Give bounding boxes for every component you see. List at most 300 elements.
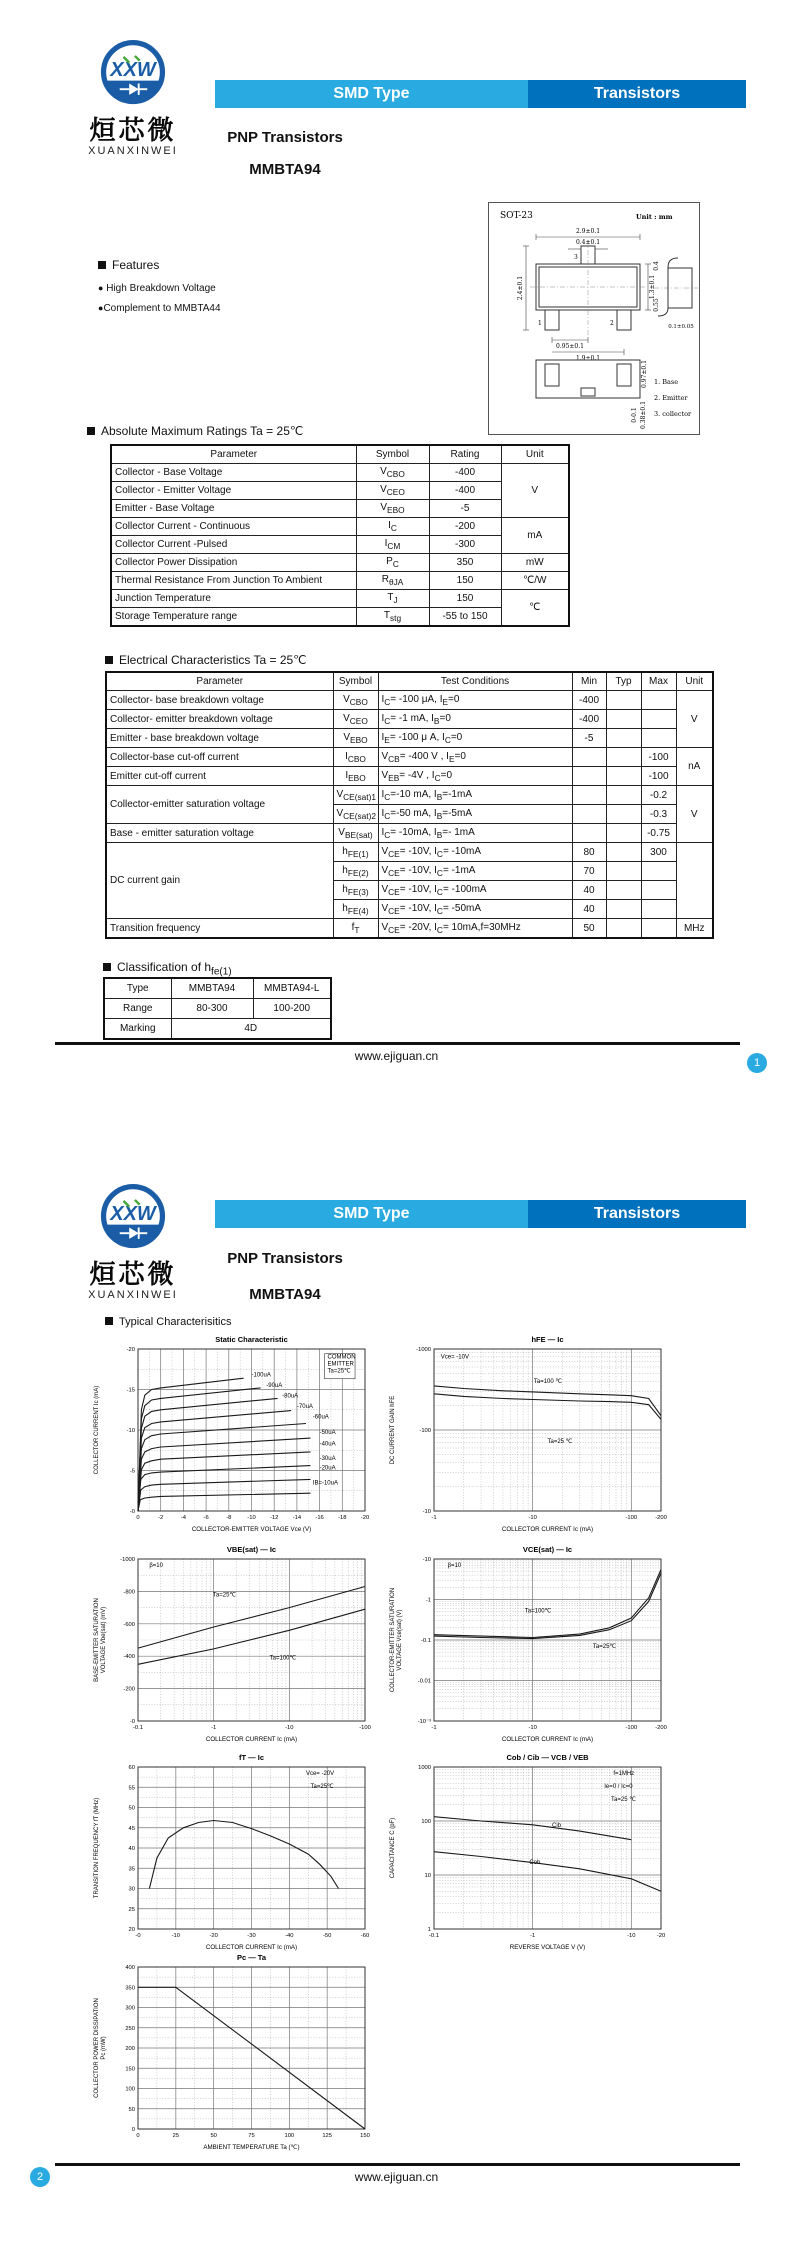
features-heading-text: Features: [112, 258, 160, 272]
td-el: $h_{FE(1)}$: [333, 843, 378, 862]
tick-label: 20: [128, 1927, 135, 1933]
tick-label: -4: [180, 1515, 186, 1521]
text-el: 1: [538, 320, 542, 327]
tick-label: -6: [203, 1515, 209, 1521]
annotation: -100uA: [251, 1372, 271, 1379]
sub-el: C: [434, 772, 441, 783]
text-el: 0.55: [653, 298, 660, 312]
tick-label: -12: [270, 1515, 279, 1521]
tick-label: 50: [128, 2106, 135, 2113]
series-line: [138, 1452, 311, 1511]
td-el: Collector-base cut-off current: [106, 748, 333, 767]
td-el: nA: [676, 748, 713, 786]
tick-label: -200: [123, 1686, 135, 1693]
td-el: Storage Temperature range: [111, 608, 356, 627]
sub-el: fe(1): [211, 966, 232, 978]
sub-el: C: [392, 559, 399, 569]
td-el: $h_{FE(2)}$: [333, 862, 378, 881]
td-el: [676, 843, 713, 919]
tick-label: -10: [528, 1515, 537, 1521]
y-axis-label: TRANSITION FREQUENCY fT (MHz): [94, 1797, 100, 1899]
td-el: $I_{EBO}$: [333, 767, 378, 786]
th-el: Min: [572, 672, 606, 691]
tick-label: -20: [656, 1933, 666, 1939]
td-el: $V_{EB}= -4V$ , $I_C=0$: [378, 767, 572, 786]
annotation: Ta=25 ℃: [547, 1438, 573, 1445]
td-el: Collector - Base Voltage: [111, 464, 356, 482]
ec-heading-text: Electrical Characteristics Ta = 25℃: [119, 653, 307, 667]
package-drawing: [488, 202, 700, 435]
annotation: Ie=0 / Ic=0: [604, 1784, 633, 1791]
tick-label: -10: [247, 1515, 256, 1521]
td-el: [606, 862, 641, 881]
td-el: $I_C=-50$ mA, $I_B=-5mA$: [378, 805, 572, 824]
td-el: 4D: [171, 1019, 331, 1040]
tick-label: 400: [125, 1965, 135, 1971]
sub-el: EB: [388, 772, 400, 783]
doc-title: PNP Transistors: [227, 129, 343, 146]
table-row: [104, 999, 331, 1019]
td-el: $V_{CBO}$: [333, 691, 378, 710]
td-el: Marking: [104, 1019, 171, 1040]
td-el: -400: [429, 482, 501, 500]
tick-label: 1: [427, 1927, 431, 1933]
chart-pc-vs-ta: [92, 1952, 377, 2157]
text-el: XXW: [110, 1202, 156, 1225]
td-el: 70: [572, 862, 606, 881]
tick-label: -10: [126, 1428, 135, 1434]
table-row: [104, 1019, 331, 1040]
series-line: [138, 1493, 311, 1511]
sub-el: E: [442, 696, 449, 707]
sub-el: CE: [388, 905, 400, 916]
tick-label: -100: [625, 1515, 638, 1521]
annotation: Vce= -20V: [305, 1771, 335, 1778]
td-el: $V_{CEO}$: [333, 710, 378, 729]
table-row: [111, 518, 569, 536]
sub-el: CE: [388, 848, 400, 859]
tick-label: 35: [128, 1866, 135, 1873]
sub-el: C: [436, 848, 443, 859]
td-el: V: [676, 691, 713, 748]
annotation: Ta=25℃: [310, 1784, 334, 1791]
chart-title: Cob / Cib — VCB / VEB: [506, 1753, 589, 1762]
td-el: [606, 786, 641, 805]
feature-item: [98, 283, 216, 294]
table-row: [106, 691, 713, 710]
text-el: 0.97±0.1: [641, 360, 648, 388]
sub-el: CB: [388, 753, 400, 764]
tick-label: -600: [123, 1621, 135, 1628]
sub-el: B: [436, 829, 443, 840]
td-el: [572, 786, 606, 805]
table-row: [111, 590, 569, 608]
tick-label: -40: [285, 1933, 294, 1939]
sub-el: CE: [388, 924, 400, 935]
td-el: -400: [429, 464, 501, 482]
text-el: 0.1±0.05: [668, 324, 694, 330]
y-axis-label: DC CURRENT GAIN hFE: [390, 1395, 396, 1465]
annotation: -50uA: [319, 1430, 336, 1437]
td-el: $P_C$: [356, 554, 429, 572]
text-el: 1.3±0.1: [649, 274, 656, 300]
td-el: $I_C= -10mA$, $I_B=-$ 1mA: [378, 824, 572, 843]
table-row: [106, 748, 713, 767]
tick-label: 50: [210, 2133, 217, 2139]
td-el: [572, 824, 606, 843]
annotation: Cob: [529, 1860, 541, 1867]
tick-label: -16: [315, 1515, 324, 1521]
y-axis-label: COLLECTOR-EMITTER SATURATION: [390, 1587, 396, 1693]
ec-heading: [105, 653, 307, 667]
table-row: [111, 608, 569, 627]
tick-label: -0.1: [421, 1638, 431, 1644]
chart-canvas: [388, 1752, 673, 1957]
td-el: Range: [104, 999, 171, 1019]
tick-label: -50: [322, 1933, 332, 1939]
tick-label: 150: [360, 2133, 370, 2139]
annotation: f=1MHz: [613, 1771, 635, 1778]
td-el: [641, 919, 676, 939]
chart-hfe-vs-ic: [388, 1334, 673, 1539]
tbody-el: [104, 978, 331, 1039]
bullet-icon: ●: [98, 303, 104, 313]
features-heading: [98, 258, 159, 272]
th-el: Typ: [606, 672, 641, 691]
table-row: [104, 978, 331, 999]
td-el: [606, 691, 641, 710]
td-el: $I_C$: [356, 518, 429, 536]
td-el: [606, 710, 641, 729]
td-el: MHz: [676, 919, 713, 939]
tick-label: -10: [422, 1509, 431, 1515]
company-logo: [68, 36, 198, 157]
footer-url: www.ejiguan.cn: [354, 1049, 439, 1063]
td-el: 80-300: [171, 999, 253, 1019]
th-el: Max: [641, 672, 676, 691]
sub-el: CM: [387, 541, 401, 551]
tick-label: -400: [123, 1654, 135, 1661]
td-el: -300: [429, 536, 501, 554]
th-el: Symbol: [356, 445, 429, 464]
tick-label: 0: [131, 2127, 135, 2133]
td-el: [641, 862, 676, 881]
td-el: $h_{FE(4)}$: [333, 900, 378, 919]
td-el: $V_{CE}= -10V$, $I_C= -50mA$: [378, 900, 572, 919]
sub-el: FE(1): [347, 848, 369, 859]
td-el: [606, 843, 641, 862]
amr-heading: [87, 424, 303, 438]
td-el: MMBTA94: [171, 978, 253, 999]
sub-el: stg: [389, 613, 402, 623]
tick-label: 60: [128, 1765, 135, 1771]
chart-canvas: [92, 1952, 377, 2157]
td-el: Thermal Resistance From Junction To Ambient: [111, 572, 356, 590]
sub-el: EBO: [387, 505, 405, 515]
section-square-icon: [105, 656, 113, 664]
page-number-badge: 1: [747, 1053, 767, 1073]
tick-label: -8: [226, 1515, 232, 1521]
td-el: mA: [501, 518, 569, 554]
tick-label: 200: [125, 2046, 135, 2052]
chart-canvas: [92, 1752, 377, 1957]
table-row: [106, 710, 713, 729]
td-el: [641, 881, 676, 900]
text-el: 0.38±0.1: [640, 401, 647, 429]
table-row: [106, 843, 713, 862]
tick-label: -0.01: [417, 1678, 431, 1685]
chart-canvas: [388, 1544, 673, 1749]
th-el: Parameter: [111, 445, 356, 464]
td-el: $V_{CE(sat)1}$: [333, 786, 378, 805]
td-el: Transition frequency: [106, 919, 333, 939]
series-line: [138, 1378, 244, 1511]
td-el: $V_{CE}= -10V$, $I_C= -10mA$: [378, 843, 572, 862]
td-el: ℃/W: [501, 572, 569, 590]
y-axis-label: COLLECTOR POWER DISSIPATION: [94, 1998, 100, 2098]
td-el: -0.3: [641, 805, 676, 824]
sub-el: FE(2): [347, 867, 369, 878]
sub-el: T: [354, 924, 360, 935]
table-row: [106, 767, 713, 786]
td-el: [572, 805, 606, 824]
sub-el: CEO: [386, 487, 405, 497]
text-el: 1. Base: [654, 378, 679, 386]
td-el: [606, 881, 641, 900]
td-el: $f_T$: [333, 919, 378, 939]
sub-el: EBO: [350, 734, 368, 745]
sub-el: J: [393, 595, 398, 605]
text-el: 0.4±0.1: [575, 239, 601, 246]
footer-url: www.ejiguan.cn: [354, 2170, 439, 2184]
transistors-banner: Transistors: [528, 1200, 746, 1228]
sub-el: C: [444, 734, 451, 745]
annotation: Cib: [552, 1822, 562, 1829]
series-line: [138, 1466, 311, 1511]
sub-el: B: [433, 715, 440, 726]
text-el: 2. Emitter: [654, 394, 688, 402]
td-el: $T_J$: [356, 590, 429, 608]
annotation: Ta=25℃: [327, 1368, 351, 1375]
sub-el: C: [384, 696, 391, 707]
chart-vcesat-vs-ic: [388, 1544, 673, 1749]
sub-el: C: [436, 905, 443, 916]
section-square-icon: [103, 963, 111, 971]
tick-label: -100: [625, 1725, 638, 1731]
annotation: Vce= -10V: [440, 1354, 469, 1361]
tick-label: -15: [126, 1387, 135, 1394]
td-el: 100-200: [253, 999, 331, 1019]
td-el: $V_{CE(sat)2}$: [333, 805, 378, 824]
chart-title: Pc — Ta: [236, 1953, 267, 1962]
tick-label: -1: [425, 1597, 431, 1604]
electrical-characteristics-table: [105, 671, 714, 939]
sub-el: CEO: [349, 715, 368, 726]
feature-text: High Breakdown Voltage: [106, 283, 216, 294]
td-el: Collector-emitter saturation voltage: [106, 786, 333, 824]
part-number: MMBTA94: [249, 161, 321, 178]
text-el: 2.9±0.1: [575, 228, 601, 235]
tick-label: -1000: [120, 1557, 135, 1563]
td-el: [641, 691, 676, 710]
tick-label: 30: [128, 1886, 135, 1893]
sub-el: C: [390, 523, 397, 533]
annotation: Ta=25 ℃: [611, 1797, 636, 1804]
tick-label: 250: [125, 2025, 135, 2032]
th-el: Test Conditions: [378, 672, 572, 691]
th-el: Unit: [501, 445, 569, 464]
amr-heading-text: Absolute Maximum Ratings Ta = 25℃: [101, 424, 304, 438]
tick-label: -1: [431, 1515, 437, 1521]
td-el: 150: [429, 572, 501, 590]
tick-label: 1000: [418, 1765, 431, 1771]
package-unit: Unit : mm: [636, 213, 673, 221]
sub-el: θJA: [388, 577, 404, 587]
chart-title: hFE — Ic: [531, 1335, 564, 1344]
table-row: [106, 729, 713, 748]
tick-label: 55: [128, 1785, 135, 1792]
tick-label: 75: [248, 2133, 255, 2139]
td-el: $V_{CEO}$: [356, 482, 429, 500]
annotation: Ta=25℃: [212, 1592, 237, 1599]
tick-label: -10: [285, 1725, 294, 1731]
td-el: Collector Power Dissipation: [111, 554, 356, 572]
tick-label: 40: [128, 1846, 135, 1852]
td-el: Emitter - base breakdown voltage: [106, 729, 333, 748]
sub-el: EBO: [348, 772, 366, 783]
tick-label: 0: [136, 1515, 140, 1521]
text-el: 0-0.1: [631, 407, 638, 423]
td-el: -5: [429, 500, 501, 518]
td-el: [606, 767, 641, 786]
text-el: 0.4: [653, 261, 660, 271]
section-square-icon: [87, 427, 95, 435]
sub-el: E: [448, 753, 455, 764]
classification-table: [103, 977, 332, 1040]
sub-el: CBO: [347, 753, 366, 764]
td-el: $I_{CBO}$: [333, 748, 378, 767]
tick-label: -30: [247, 1933, 256, 1939]
tick-label: -200: [655, 1725, 667, 1731]
td-el: -0.2: [641, 786, 676, 805]
td-el: [606, 729, 641, 748]
tick-label: -2: [158, 1515, 164, 1521]
td-el: Type: [104, 978, 171, 999]
text-el: 2.4±0.1: [517, 275, 524, 301]
typical-characteristics-text: Typical Characterisitics: [119, 1316, 232, 1328]
td-el: -55 to 150: [429, 608, 501, 627]
annotation: Ta=100℃: [524, 1608, 552, 1615]
annotation: Ta=25℃: [592, 1644, 617, 1651]
td-el: [572, 748, 606, 767]
annotation: -70uA: [296, 1404, 313, 1411]
y-axis-label: COLLECTOR CURRENT Ic (mA): [94, 1385, 100, 1475]
td-el: V: [676, 786, 713, 843]
tick-label: -100: [419, 1428, 431, 1434]
chart-static-characteristic: [92, 1334, 377, 1539]
td-el: Base - emitter saturation voltage: [106, 824, 333, 843]
logo-chinese-name: 烜芯微: [89, 115, 177, 145]
sub-el: C: [436, 886, 443, 897]
y-axis-label: VOLTAGE Vce(sat) (V): [397, 1609, 403, 1671]
bullet-icon: ●: [98, 283, 104, 293]
tick-label: -100: [359, 1725, 371, 1731]
tick-label: -10⁻³: [417, 1719, 431, 1725]
th-el: Parameter: [106, 672, 333, 691]
tick-label: -18: [338, 1515, 347, 1521]
td-el: $V_{BE(sat)}$: [333, 824, 378, 843]
tick-label: -20: [126, 1347, 135, 1353]
sub-el: FE(4): [347, 905, 369, 916]
logo-english-name: XUANXINWEI: [88, 145, 178, 158]
td-el: [606, 748, 641, 767]
annotation: -40uA: [319, 1441, 336, 1448]
logo-icon: [95, 36, 171, 112]
sub-el: B: [436, 810, 443, 821]
series-line: [138, 1587, 365, 1649]
text-el: 0.95±0.1: [556, 343, 584, 350]
feature-item: [98, 303, 221, 314]
tick-label: -1: [530, 1933, 536, 1939]
td-el: $R_{\theta JA}$: [356, 572, 429, 590]
th-el: Unit: [676, 672, 713, 691]
table-row: [111, 500, 569, 518]
td-el: MMBTA94-L: [253, 978, 331, 999]
text-el: 2: [610, 320, 614, 327]
td-el: [641, 710, 676, 729]
table-row: [111, 482, 569, 500]
sub-el: CE(sat)1: [343, 791, 377, 802]
logo-mark-text: XXW: [110, 58, 156, 81]
td-el: [572, 767, 606, 786]
td-el: Emitter cut-off current: [106, 767, 333, 786]
sub-el: C: [384, 715, 391, 726]
tbody-el: [106, 672, 713, 938]
sub-el: B: [436, 791, 443, 802]
sub-el: CE: [388, 886, 400, 897]
annotation: Ta=100 ℃: [533, 1379, 563, 1386]
feature-text: Complement to MMBTA44: [103, 303, 221, 314]
annotation: -60uA: [312, 1414, 329, 1421]
chart-title: Static Characteristic: [215, 1335, 288, 1344]
td-el: $V_{CB}= -400$ V , $I_E=0$: [378, 748, 572, 767]
tick-label: -60: [360, 1933, 370, 1939]
section-square-icon: [98, 261, 106, 269]
td-el: $I_C= -1$ mA, $I_B=0$: [378, 710, 572, 729]
tick-label: -10: [528, 1725, 537, 1731]
y-axis-label: VOLTAGE Vbe(sat) (mV): [101, 1606, 107, 1674]
chart-title: VCE(sat) — Ic: [522, 1545, 573, 1554]
chart-canvas: [388, 1334, 673, 1539]
td-el: $V_{CBO}$: [356, 464, 429, 482]
sub-el: C: [384, 829, 391, 840]
logo-chinese-name: 烜芯微: [89, 1259, 177, 1289]
text-el: 3: [574, 254, 578, 261]
package-name: SOT-23: [500, 211, 533, 221]
td-el: [641, 900, 676, 919]
table-row: [111, 536, 569, 554]
sub-el: E: [384, 734, 390, 745]
td-el: Collector- base breakdown voltage: [106, 691, 333, 710]
td-el: [641, 729, 676, 748]
tick-label: -0: [135, 1933, 141, 1939]
logo-english-name: XUANXINWEI: [88, 1289, 178, 1302]
tick-label: -1: [431, 1725, 437, 1731]
logo-icon: [95, 1180, 171, 1256]
annotation: β=10: [149, 1563, 163, 1570]
tick-label: -20: [360, 1515, 370, 1521]
tick-label: 100: [125, 2086, 135, 2093]
